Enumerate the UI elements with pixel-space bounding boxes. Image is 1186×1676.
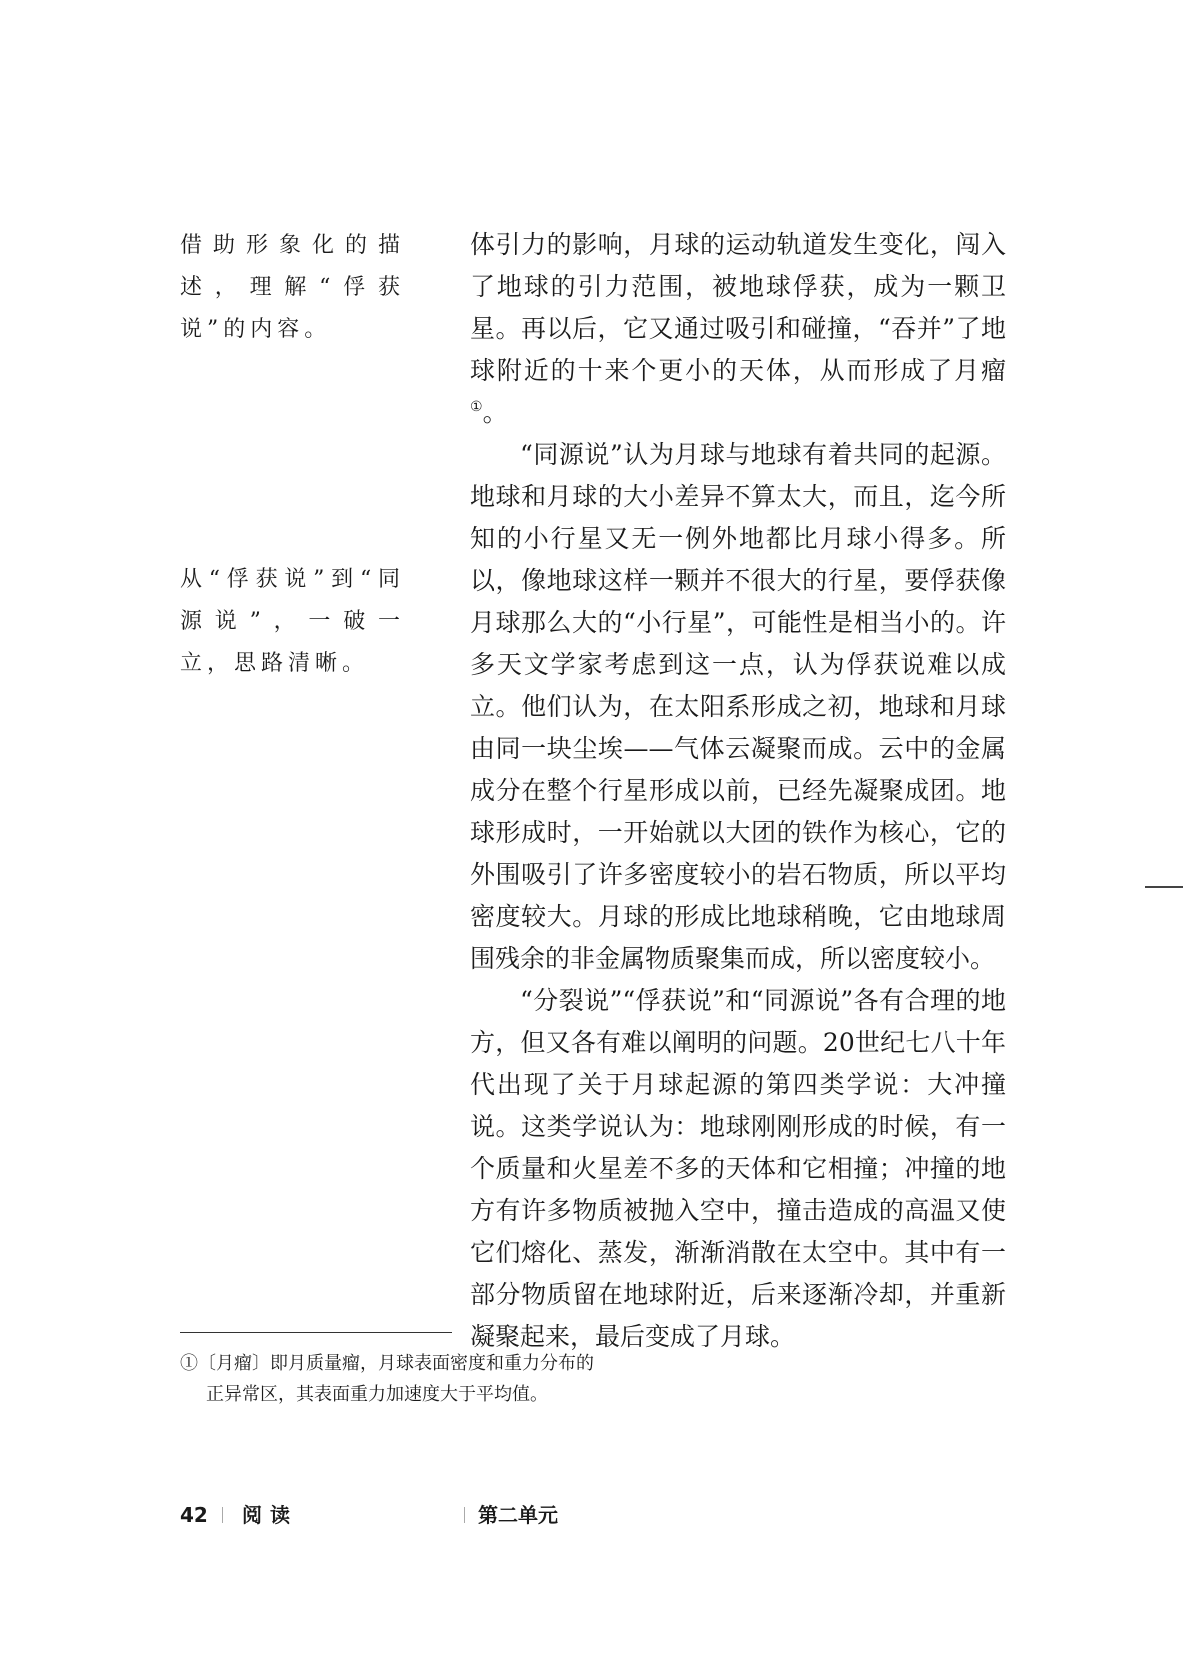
footer-separator	[464, 1507, 465, 1523]
footer-separator	[222, 1507, 223, 1523]
page-footer	[180, 1500, 600, 1530]
paragraph: “同源说”认为月球与地球有着共同的起源。地球和月球的大小差异不算太大，而且，迄今所知的小行星又无一例外地都比月球小得多。所以，像地球这样一颗并不很大的行星，要俘获像月球那么大的“小行星”，可能性是相当小的。许多天文学家考虑到这一点，认为俘获说难以成立。他们认为，在太阳系形成之初，地球和月球由同一块尘埃——气体云凝聚而成。云中的金属成分在整个行星形成以前，已经先凝聚成团。地球形成时，一开始就以大团的铁作为核心，它的外围吸引了许多密度较小的岩石物质，所以平均密度较大。月球的形成比地球稍晚，它由地球周围残余的非金属物质聚集而成，所以密度较小。	[470, 440, 1006, 973]
paragraph-text: 。	[482, 398, 508, 427]
paragraph: “分裂说”“俘获说”和“同源说”各有合理的地方，但又各有难以阐明的问题。20世纪七八十年代出现了关于月球起源的第四类学说：大冲撞说。这类学说认为：地球刚刚形成的时候，有一个质量和火星差不多的天体和它相撞；冲撞的地方有许多物质被抛入空中，撞击造成的高温又使它们熔化、蒸发，渐渐消散在太空中。其中有一部分物质留在地球附近，后来逐渐冷却，并重新凝聚起来，最后变成了月球。	[470, 986, 1006, 1351]
paragraph	[470, 224, 1006, 434]
main-text	[470, 224, 1006, 1358]
edge-mark	[1145, 886, 1183, 888]
margin-note: 从“俘获说”到“同源说”，一破一立，思路清晰。	[180, 567, 405, 676]
page-number: 42	[180, 1503, 208, 1527]
footnote-rule	[180, 1332, 452, 1333]
margin-note: 借助形象化的描述，理解“俘获说”的内容。	[180, 233, 405, 342]
unit-name: 第二单元	[478, 1503, 558, 1527]
book-name: 阅读	[242, 1503, 298, 1527]
footnote-marker[interactable]: ①	[470, 399, 483, 415]
footnote: ①〔月瘤〕即月质量瘤，月球表面密度和重力分布的正异常区，其表面重力加速度大于平均值。	[180, 1353, 594, 1405]
paragraph-text: 体引力的影响，月球的运动轨道发生变化，闯入了地球的引力范围，被地球俘获，成为一颗卫星。再以后，它又通过吸引和碰撞，“吞并”了地球附近的十来个更小的天体，从而形成了月瘤	[470, 230, 1006, 385]
